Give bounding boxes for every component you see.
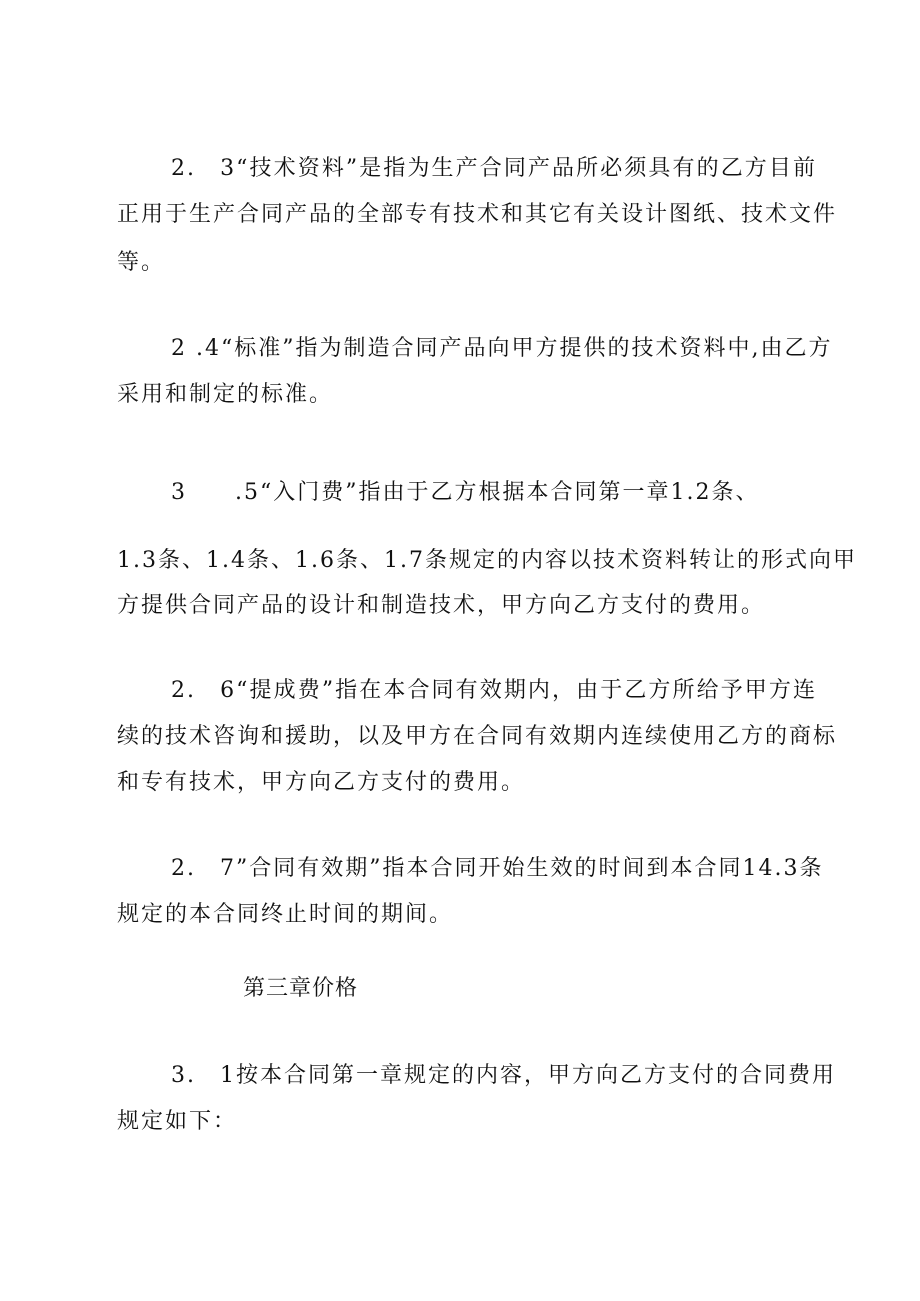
chapter-heading: 第三章价格 bbox=[243, 976, 359, 1001]
clause-2-3-line-2: 正用于生产合同产品的全部专有技术和其它有关设计图纸、技术文件 bbox=[117, 202, 838, 227]
clause-2-6-line-2: 续的技术咨询和援助，以及甲方在合同有效期内连续使用乙方的商标 bbox=[117, 724, 838, 749]
clause-2-3-line-3: 等。 bbox=[117, 250, 166, 275]
clause-2-5-line-2: 1.3条、1.4条、1.6条、1.7条规定的内容以技术资料转让的形式向甲 bbox=[117, 548, 857, 573]
clause-3-1-line-1: 3. 1按本合同第一章规定的内容，甲方向乙方支付的合同费用 bbox=[171, 1063, 836, 1088]
clause-2-7-line-1: 2. 7”合同有效期”指本合同开始生效的时间到本合同14.3条 bbox=[171, 856, 824, 881]
clause-2-4-line-1: 2 .4“标准”指为制造合同产品向甲方提供的技术资料中,由乙方 bbox=[171, 336, 833, 361]
clause-2-4-line-2: 采用和制定的标准。 bbox=[117, 382, 334, 407]
clause-2-5-line-1: 3 .5“入门费”指由于乙方根据本合同第一章1.2条、 bbox=[171, 480, 760, 505]
clause-2-3-line-1: 2. 3“技术资料”是指为生产合同产品所必须具有的乙方目前 bbox=[171, 156, 817, 181]
clause-2-7-line-2: 规定的本合同终止时间的期间。 bbox=[117, 902, 454, 927]
clause-2-5-line-3: 方提供合同产品的设计和制造技术，甲方向乙方支付的费用。 bbox=[117, 593, 766, 618]
clause-2-6-line-1: 2. 6“提成费”指在本合同有效期内，由于乙方所给予甲方连 bbox=[171, 678, 817, 703]
clause-3-1-line-2: 规定如下： bbox=[117, 1109, 238, 1134]
clause-2-6-line-3: 和专有技术，甲方向乙方支付的费用。 bbox=[117, 770, 526, 795]
